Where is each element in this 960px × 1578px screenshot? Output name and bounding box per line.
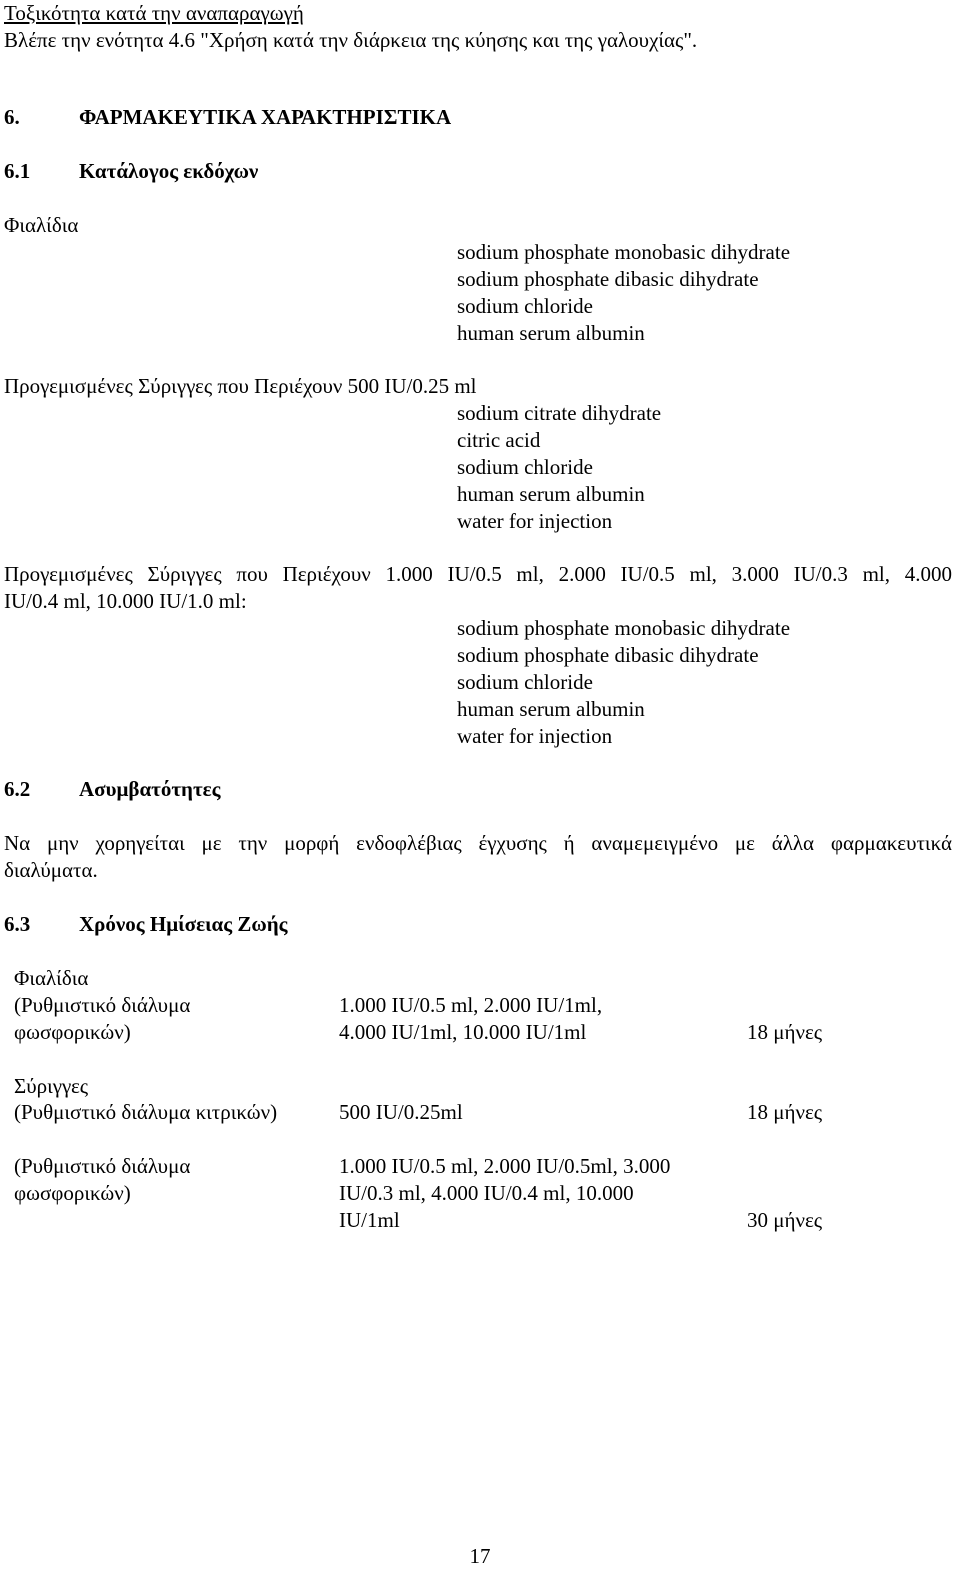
section-6-1-title: Κατάλογος εκδόχων	[79, 159, 259, 183]
strength-list: 1.000 IU/0.5 ml, 2.000 IU/1ml,	[339, 993, 603, 1017]
excipient-item: citric acid	[457, 428, 541, 452]
excipient-item: sodium chloride	[457, 670, 593, 694]
section-6-title: ΦΑΡΜΑΚΕΥΤΙΚΑ ΧΑΡΑΚΤΗΡΙΣΤΙΚΑ	[79, 105, 452, 129]
strength-list: IU/0.3 ml, 4.000 IU/0.4 ml, 10.000	[339, 1181, 634, 1205]
reference-text: Βλέπε την ενότητα 4.6 "Χρήση κατά την διάρκεια της κύησης και της γαλουχίας".	[4, 28, 698, 52]
section-6-1-number: 6.1	[4, 159, 31, 183]
excipient-item: sodium chloride	[457, 455, 593, 479]
strength-list: 4.000 IU/1ml, 10.000 IU/1ml	[339, 1020, 587, 1044]
buffer-description: φωσφορικών)	[14, 1020, 131, 1044]
buffer-description: (Ρυθμιστικό διάλυμα	[14, 993, 191, 1017]
strength-list: IU/1ml	[339, 1208, 400, 1232]
page-number: 17	[469, 1544, 491, 1568]
excipient-item: human serum albumin	[457, 697, 645, 721]
strength-list: 500 IU/0.25ml	[339, 1100, 463, 1124]
excipient-item: human serum albumin	[457, 321, 645, 345]
shelf-life-value: 18 μήνες	[747, 1100, 823, 1124]
shelf-life-vials-label: Φιαλίδια	[14, 966, 89, 990]
section-6-3-title: Χρόνος Ημίσειας Ζωής	[79, 912, 288, 936]
reproductive-toxicity-heading: Τοξικότητα κατά την αναπαραγωγή	[4, 1, 304, 25]
section-6-2-title: Ασυμβατότητες	[79, 777, 221, 801]
excipient-item: sodium phosphate dibasic dihydrate	[457, 267, 759, 291]
shelf-life-value: 18 μήνες	[747, 1020, 823, 1044]
vials-label: Φιαλίδια	[4, 213, 79, 237]
buffer-description: (Ρυθμιστικό διάλυμα κιτρικών)	[14, 1100, 278, 1124]
incompatibility-text-continued: διαλύματα.	[4, 858, 98, 882]
syringes-500-label: Προγεμισμένες Σύριγγες που Περιέχουν 500 IU/0.25 ml	[4, 374, 477, 398]
excipient-item: water for injection	[457, 509, 613, 533]
shelf-life-syringes-label: Σύριγγες	[14, 1074, 89, 1098]
excipient-item: sodium chloride	[457, 294, 593, 318]
excipient-item: sodium phosphate dibasic dihydrate	[457, 643, 759, 667]
section-6-2-number: 6.2	[4, 777, 31, 801]
strength-list: 1.000 IU/0.5 ml, 2.000 IU/0.5ml, 3.000	[339, 1154, 671, 1178]
excipient-item: water for injection	[457, 724, 613, 748]
section-6-number: 6.	[4, 105, 20, 129]
excipient-item: sodium phosphate monobasic dihydrate	[457, 616, 791, 640]
shelf-life-value: 30 μήνες	[747, 1208, 823, 1232]
incompatibility-text: Να μην χορηγείται με την μορφή ενδοφλέβιας έγχυσης ή αναμεμειγμένο με άλλα φαρμακευτικά	[4, 831, 952, 855]
excipient-item: sodium phosphate monobasic dihydrate	[457, 240, 791, 264]
syringes-other-label: Προγεμισμένες Σύριγγες που Περιέχουν 1.000 IU/0.5 ml, 2.000 IU/0.5 ml, 3.000 IU/0.3 ml, 4.000	[4, 562, 952, 586]
section-6-3-number: 6.3	[4, 912, 31, 936]
buffer-description: φωσφορικών)	[14, 1181, 131, 1205]
syringes-other-label-continued: IU/0.4 ml, 10.000 IU/1.0 ml:	[4, 589, 247, 613]
excipient-item: sodium citrate dihydrate	[457, 401, 662, 425]
excipient-item: human serum albumin	[457, 482, 645, 506]
buffer-description: (Ρυθμιστικό διάλυμα	[14, 1154, 191, 1178]
